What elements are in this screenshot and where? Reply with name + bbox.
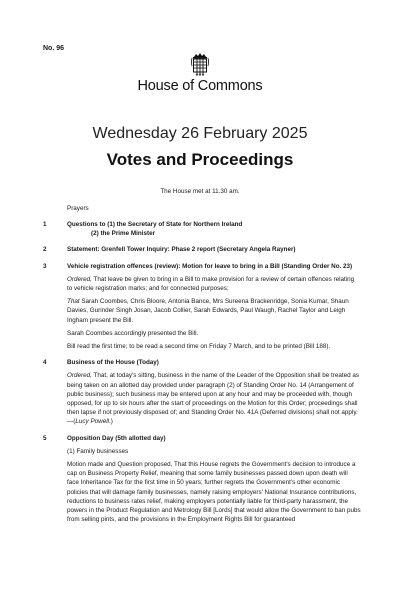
ordered-label: Ordered, xyxy=(67,372,92,380)
mover-name: Lucy Powell xyxy=(75,418,110,426)
item-heading: Business of the House (Today) xyxy=(67,359,159,367)
proceeding-item xyxy=(43,245,361,254)
document-date: Wednesday 26 February 2025 xyxy=(92,125,308,142)
proceeding-item xyxy=(43,220,361,238)
house-of-commons-logo xyxy=(0,52,400,94)
logo-wordmark: House of Commons xyxy=(137,78,263,94)
paragraph-end: .) xyxy=(109,418,113,426)
portcullis-icon xyxy=(190,52,210,76)
item-paragraph: Bill read the first time; to be read a second time on Friday 7 March, and to be printed (Bill 188). xyxy=(67,343,331,351)
paragraph-text: Sarah Coombes, Chris Bloore, Antonia Bance, Mrs Sureena Brackenridge, Sonia Kumar, Shaun Davies, Gurinder Singh Josan, Jacob Collier, Sarah Edwards, Paul Waugh, Rachel Taylor and Leigh Ingham present the Bill. xyxy=(67,298,349,324)
proceeding-item xyxy=(43,262,361,352)
proceeding-item xyxy=(43,358,361,426)
item-subheading: (2) the Prime Minister xyxy=(91,230,156,238)
item-number: 1 xyxy=(43,221,47,228)
sitting-time: The House met at 11.30 am. xyxy=(160,188,240,195)
paragraph-text: That, at today's sitting, business in the name of the Leader of the Opposition shall be treated as being taken on an allotted day provided under paragraph (2) of Standing Order No. 14 (Arrangement of public business); such business may be entered upon at any hour and may be proceeded with, though opposed, for up to six hours after the start of proceedings on the Motion for this Order; proceedings shall then lapse if not previously disposed of; and Standing Order No. 41A (Deferred divisions) shall not apply.—( xyxy=(67,372,359,426)
ordered-label: Ordered, xyxy=(67,275,92,283)
paragraph-text: That leave be given to bring in a Bill to make provision for a review of certain offences relating to vehicle registration marks; and for connected purposes; xyxy=(67,275,355,293)
prayers-label: Prayers xyxy=(67,205,89,212)
item-paragraph xyxy=(67,297,361,325)
item-number: 4 xyxy=(43,359,47,367)
item-paragraph xyxy=(67,275,361,293)
item-paragraph: Motion made and Question proposed, That this House regrets the Government's decision to introduce a cap on Business Property Relief, meaning that some family businesses passed down upon death will face Inheritance Tax for the first time in 50 years; further regrets the Government's other economic policies that will damage family businesses, namely raising employers' National Insurance contributions, reductions to business rates relief, making employers potentially liable for third-party harassment, the powers in the Product Regulation and Metrology Bill [Lords] that would allow the Government to ban pubs from selling pints, and the provisions in the Employment Rights Bill for guaranteed xyxy=(67,461,361,524)
item-heading: Opposition Day (5th allotted day) xyxy=(67,434,166,442)
item-number: 2 xyxy=(43,246,47,254)
item-heading: Statement: Grenfell Tower Inquiry: Phase 2 report (Secretary Angela Rayner) xyxy=(67,246,296,254)
item-number: 3 xyxy=(43,262,47,270)
proceedings-list xyxy=(43,220,361,531)
proceeding-item xyxy=(43,434,361,525)
item-subsection: (1) Family businesses xyxy=(67,447,129,455)
item-heading: Questions to (1) the Secretary of State for Northern Ireland xyxy=(67,221,243,228)
issue-number: No. 96 xyxy=(43,45,65,52)
item-paragraph xyxy=(67,371,361,426)
item-paragraph: Sarah Coombes accordingly presented the Bill. xyxy=(67,329,199,337)
document-title: Votes and Proceedings xyxy=(106,150,294,169)
that-label: That xyxy=(67,298,80,306)
item-number: 5 xyxy=(43,434,47,442)
item-heading: Vehicle registration offences (review): Motion for leave to bring in a Bill (Standing Order No. 23) xyxy=(67,262,353,270)
